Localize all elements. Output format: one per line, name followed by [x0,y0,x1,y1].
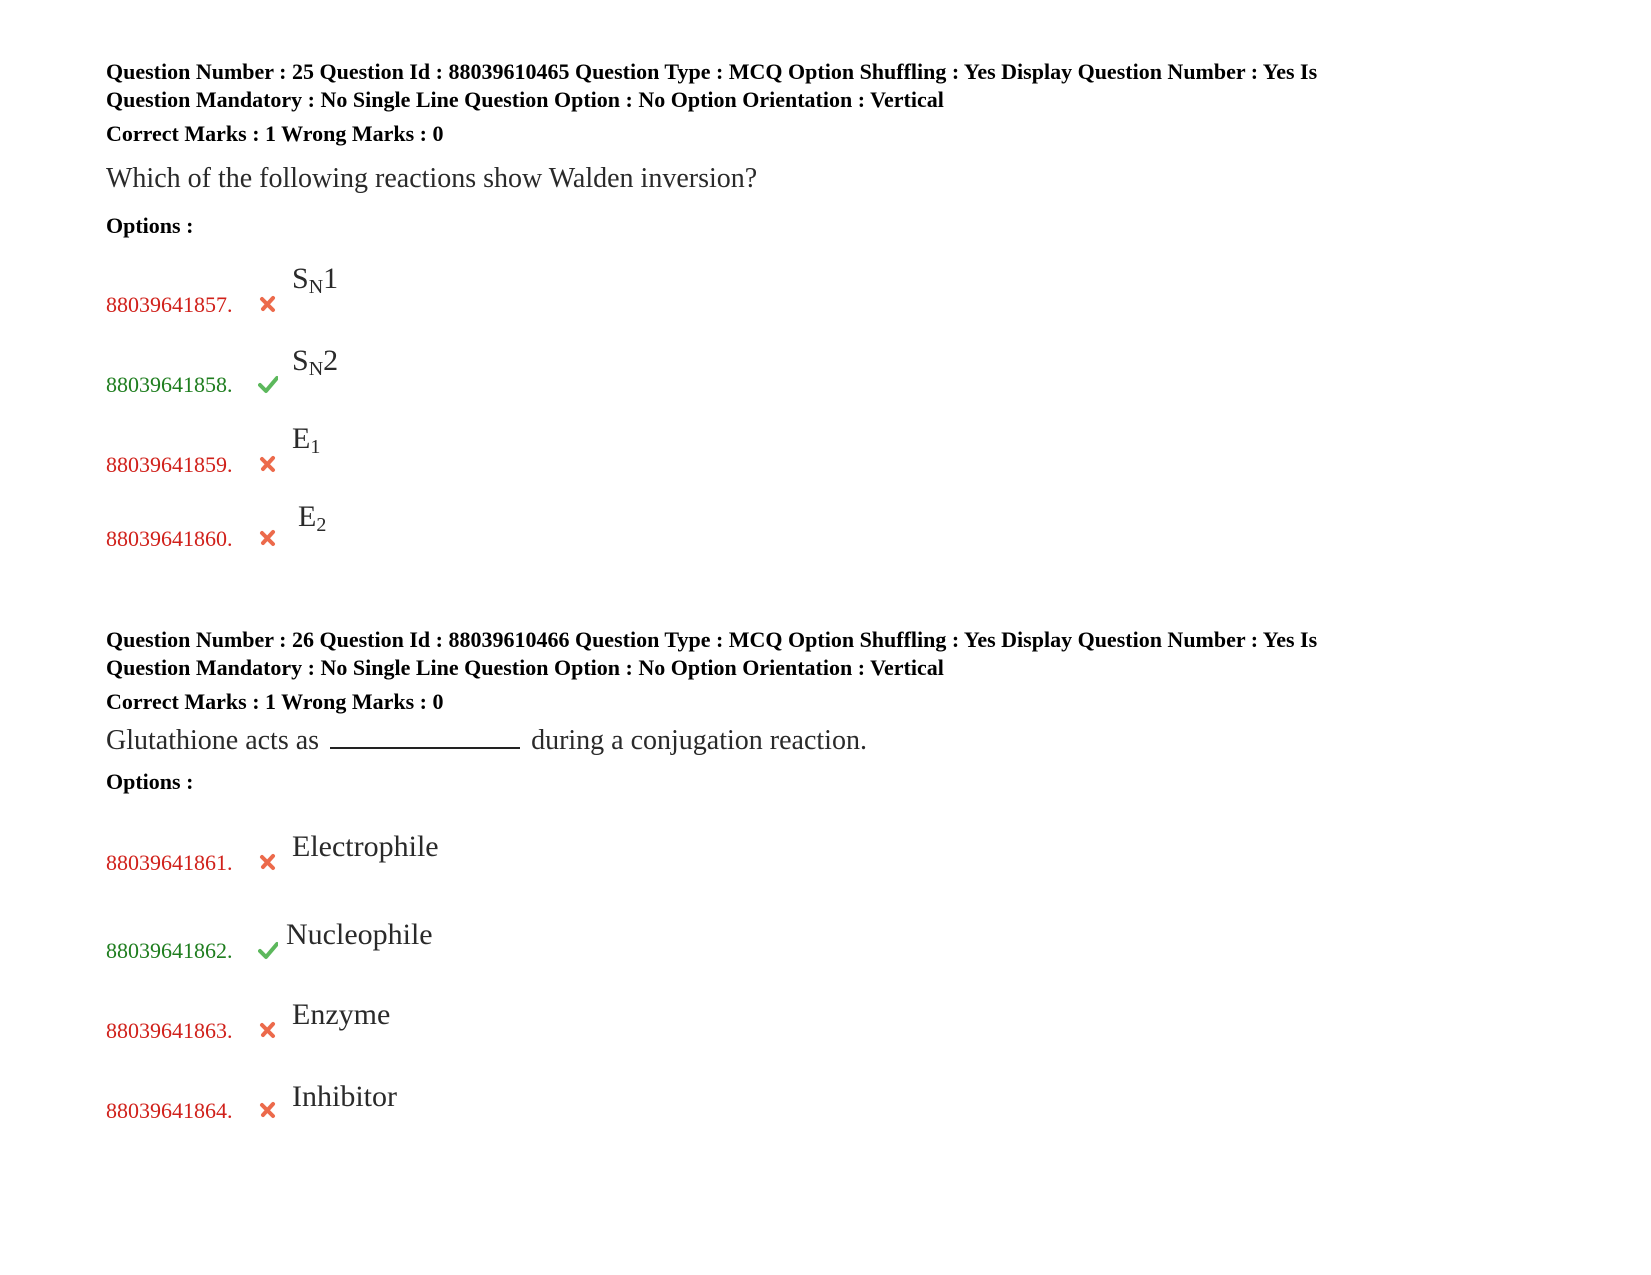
fill-in-blank [330,725,520,749]
options-label: Options : [106,213,194,238]
check-icon [258,374,278,394]
question-meta [106,626,1546,682]
option-2 [106,876,1546,964]
option-4 [106,478,1546,552]
options-label: Options : [106,769,194,794]
question-text-after: during a conjugation reaction. [531,725,867,756]
question-meta-line-1: Question Number : 26 Question Id : 88039610466 Question Type : MCQ Option Shuffling : Yes Display Question Number : Yes Is [106,627,1318,652]
question-meta-line-2: Question Mandatory : No Single Line Question Option : No Option Orientation : Vertical [106,655,944,680]
option-1 [106,238,1546,318]
option-3 [106,964,1546,1044]
option-id: 88039641860. [106,526,233,551]
question-text: Which of the following reactions show Walden inversion? [106,163,758,194]
option-4 [106,1044,1546,1124]
cross-icon [258,852,278,872]
check-icon [258,940,278,960]
cross-icon [258,528,278,548]
option-label: Nucleophile [286,918,433,951]
question-marks: Correct Marks : 1 Wrong Marks : 0 [106,121,444,146]
cross-icon [258,1020,278,1040]
option-id: 88039641862. [106,938,233,963]
question-25 [106,58,1546,552]
question-text-before: Glutathione acts as [106,725,320,756]
option-label: Enzyme [292,998,391,1031]
option-id: 88039641864. [106,1098,233,1123]
option-2 [106,318,1546,398]
question-meta-line-2: Question Mandatory : No Single Line Question Option : No Option Orientation : Vertical [106,87,944,112]
option-label: $E_2$ [298,500,327,536]
option-label: Electrophile [292,830,439,863]
option-3 [106,398,1546,478]
question-text [106,724,1546,758]
option-id: 88039641859. [106,452,233,477]
question-meta [106,58,1546,114]
option-1 [106,792,1546,876]
option-id: 88039641861. [106,850,233,875]
option-label: $S_N2$ [292,344,339,380]
option-id: 88039641858. [106,372,233,397]
question-26 [106,626,1546,1124]
option-label: $E_1$ [292,422,321,458]
option-label: Inhibitor [292,1080,397,1113]
cross-icon [258,454,278,474]
cross-icon [258,294,278,314]
option-label: $S_N1$ [292,262,339,298]
question-marks: Correct Marks : 1 Wrong Marks : 0 [106,689,444,714]
cross-icon [258,1100,278,1120]
option-id: 88039641863. [106,1018,233,1043]
option-id: 88039641857. [106,292,233,317]
question-meta-line-1: Question Number : 25 Question Id : 88039610465 Question Type : MCQ Option Shuffling : Yes Display Question Number : Yes Is [106,59,1318,84]
